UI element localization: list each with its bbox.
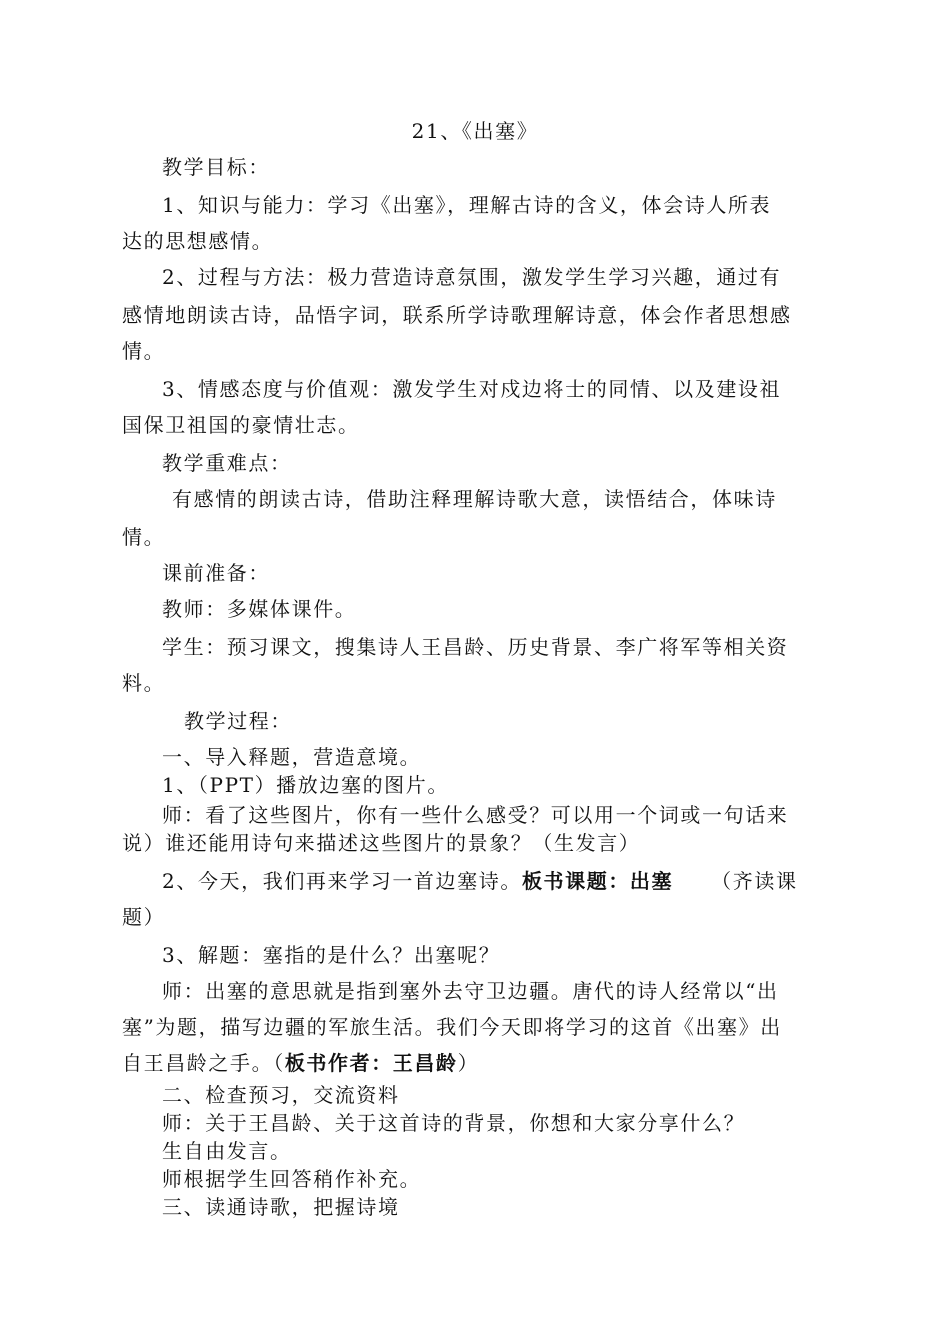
paragraph-line: 题）	[122, 905, 166, 929]
paragraph-line: 有感情的朗读古诗，借助注释理解诗歌大意，读悟结合，体味诗	[172, 487, 777, 511]
paragraph-line: 3、情感态度与价值观：激发学生对戍边将士的同情、以及建设祖	[162, 377, 782, 401]
section-heading: 二、检查预习，交流资料	[162, 1083, 400, 1107]
section-heading: 教学重难点：	[162, 451, 292, 475]
line-text: ）	[457, 1051, 480, 1075]
line-text: 自王昌龄之手。（	[122, 1051, 285, 1075]
paragraph-line	[162, 868, 798, 894]
paragraph-line: 料。	[122, 671, 166, 695]
paragraph-line: 师：出塞的意思就是指到塞外去守卫边疆。唐代的诗人经常以“出	[162, 979, 779, 1003]
paragraph-line: 国保卫祖国的豪情壮志。	[122, 413, 360, 437]
paragraph-line: 教师：多媒体课件。	[162, 597, 357, 621]
paragraph-line: 说）谁还能用诗句来描述这些图片的景象？（生发言）	[122, 831, 641, 855]
paragraph-line: 师根据学生回答稍作补充。	[162, 1167, 422, 1191]
section-heading: 教学目标：	[162, 155, 270, 179]
paragraph-line: 1、知识与能力：学习《出塞》，理解古诗的含义，体会诗人所表	[162, 193, 772, 217]
section-heading: 教学过程：	[184, 709, 292, 733]
paragraph-line: 情。	[122, 339, 166, 363]
paragraph-line: 3、解题：塞指的是什么？出塞呢？	[162, 943, 501, 967]
line-text: （齐读课	[711, 869, 798, 893]
blackboard-title-note: 板书课题：出塞	[521, 869, 674, 893]
paragraph-line: 师：看了这些图片，你有一些什么感受？可以用一个词或一句话来	[162, 803, 789, 827]
paragraph-line: 达的思想感情。	[122, 229, 274, 253]
paragraph-line: 感情地朗读古诗，品悟字词，联系所学诗歌理解诗意，体会作者思想感	[122, 303, 792, 327]
paragraph-line: 塞”为题，描写边疆的军旅生活。我们今天即将学习的这首《出塞》出	[122, 1015, 782, 1039]
paragraph-line: 1、（PPT）播放边塞的图片。	[162, 773, 449, 797]
paragraph-line	[122, 1050, 479, 1076]
section-heading: 三、读通诗歌，把握诗境	[162, 1195, 400, 1219]
paragraph-line: 师：关于王昌龄、关于这首诗的背景，你想和大家分享什么？	[162, 1111, 746, 1135]
line-text: 2、今天，我们再来学习一首边塞诗。	[162, 869, 522, 893]
paragraph-line: 一、导入释题，营造意境。	[162, 745, 422, 769]
paragraph-line: 学生：预习课文，搜集诗人王昌龄、历史背景、李广将军等相关资	[162, 635, 789, 659]
blackboard-author-note: 板书作者：王昌龄	[284, 1051, 458, 1075]
paragraph-line: 生自由发言。	[162, 1139, 292, 1163]
paragraph-line: 2、过程与方法：极力营造诗意氛围，激发学生学习兴趣，通过有	[162, 265, 782, 289]
document-title: 21、《出塞》	[411, 119, 539, 143]
section-heading: 课前准备：	[162, 561, 270, 585]
paragraph-line: 情。	[122, 525, 166, 549]
